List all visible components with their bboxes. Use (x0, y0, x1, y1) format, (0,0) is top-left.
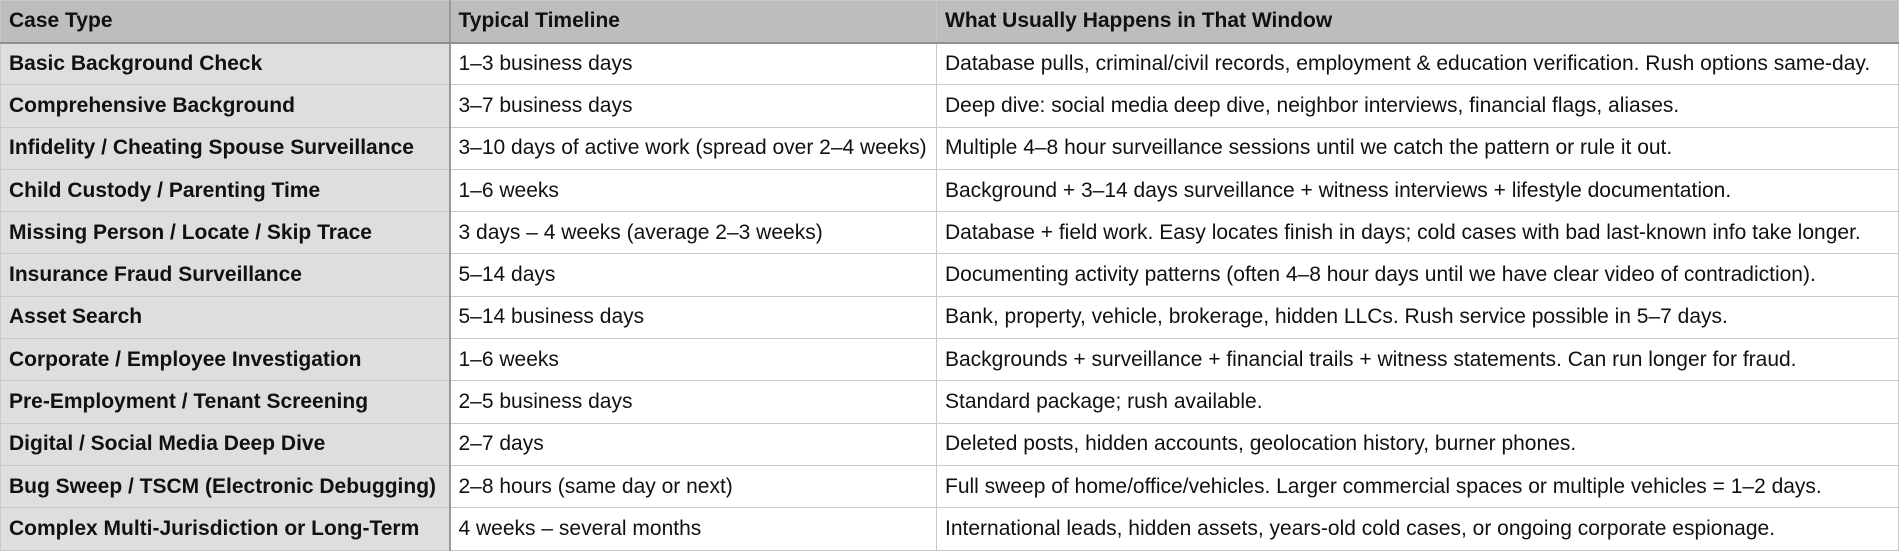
table-row (1, 465, 1899, 507)
description-cell[interactable]: Bank, property, vehicle, brokerage, hidden LLCs. Rush service possible in 5–7 days. (937, 296, 1899, 338)
timeline-cell[interactable]: 5–14 days (450, 254, 937, 296)
case-type-cell[interactable]: Missing Person / Locate / Skip Trace (1, 212, 450, 254)
table-row (1, 508, 1899, 550)
timeline-cell[interactable]: 2–7 days (450, 423, 937, 465)
description-cell[interactable]: Backgrounds + surveillance + financial trails + witness statements. Can run longer for fraud. (937, 339, 1899, 381)
description-cell[interactable]: Background + 3–14 days surveillance + witness interviews + lifestyle documentation. (937, 169, 1899, 211)
timeline-cell[interactable]: 2–5 business days (450, 381, 937, 423)
case-type-cell[interactable]: Digital / Social Media Deep Dive (1, 423, 450, 465)
case-type-cell[interactable]: Complex Multi-Jurisdiction or Long-Term (1, 508, 450, 550)
column-header-what-happens[interactable]: What Usually Happens in That Window (937, 1, 1899, 43)
table-row (1, 43, 1899, 85)
table-header (1, 1, 1899, 43)
timeline-cell[interactable]: 4 weeks – several months (450, 508, 937, 550)
timeline-cell[interactable]: 1–6 weeks (450, 169, 937, 211)
table-row (1, 127, 1899, 169)
description-cell[interactable]: Full sweep of home/office/vehicles. Larger commercial spaces or multiple vehicles = 1–2 days. (937, 465, 1899, 507)
case-type-cell[interactable]: Infidelity / Cheating Spouse Surveillance (1, 127, 450, 169)
header-row (1, 1, 1899, 43)
table-row (1, 212, 1899, 254)
timeline-cell[interactable]: 3–7 business days (450, 85, 937, 127)
table-row (1, 296, 1899, 338)
timeline-cell[interactable]: 5–14 business days (450, 296, 937, 338)
case-type-cell[interactable]: Bug Sweep / TSCM (Electronic Debugging) (1, 465, 450, 507)
timeline-cell[interactable]: 3–10 days of active work (spread over 2–4 weeks) (450, 127, 937, 169)
column-header-case-type[interactable]: Case Type (1, 1, 450, 43)
description-cell[interactable]: International leads, hidden assets, years-old cold cases, or ongoing corporate espionage. (937, 508, 1899, 550)
table-row (1, 339, 1899, 381)
description-cell[interactable]: Deleted posts, hidden accounts, geolocation history, burner phones. (937, 423, 1899, 465)
case-type-cell[interactable]: Basic Background Check (1, 43, 450, 85)
timeline-cell[interactable]: 3 days – 4 weeks (average 2–3 weeks) (450, 212, 937, 254)
table-row (1, 381, 1899, 423)
case-type-cell[interactable]: Corporate / Employee Investigation (1, 339, 450, 381)
case-type-cell[interactable]: Comprehensive Background (1, 85, 450, 127)
case-type-cell[interactable]: Insurance Fraud Surveillance (1, 254, 450, 296)
table-row (1, 85, 1899, 127)
table-body (1, 43, 1899, 551)
description-cell[interactable]: Standard package; rush available. (937, 381, 1899, 423)
case-type-cell[interactable]: Child Custody / Parenting Time (1, 169, 450, 211)
case-type-cell[interactable]: Asset Search (1, 296, 450, 338)
description-cell[interactable]: Deep dive: social media deep dive, neighbor interviews, financial flags, aliases. (937, 85, 1899, 127)
table-row (1, 254, 1899, 296)
description-cell[interactable]: Multiple 4–8 hour surveillance sessions until we catch the pattern or rule it out. (937, 127, 1899, 169)
table-row (1, 169, 1899, 211)
description-cell[interactable]: Database + field work. Easy locates finish in days; cold cases with bad last-known info take longer. (937, 212, 1899, 254)
table-row (1, 423, 1899, 465)
column-header-typical-timeline[interactable]: Typical Timeline (450, 1, 937, 43)
description-cell[interactable]: Database pulls, criminal/civil records, employment & education verification. Rush options same-day. (937, 43, 1899, 85)
case-type-cell[interactable]: Pre-Employment / Tenant Screening (1, 381, 450, 423)
timeline-cell[interactable]: 1–3 business days (450, 43, 937, 85)
description-cell[interactable]: Documenting activity patterns (often 4–8 hour days until we have clear video of contradiction). (937, 254, 1899, 296)
timeline-cell[interactable]: 1–6 weeks (450, 339, 937, 381)
timeline-cell[interactable]: 2–8 hours (same day or next) (450, 465, 937, 507)
